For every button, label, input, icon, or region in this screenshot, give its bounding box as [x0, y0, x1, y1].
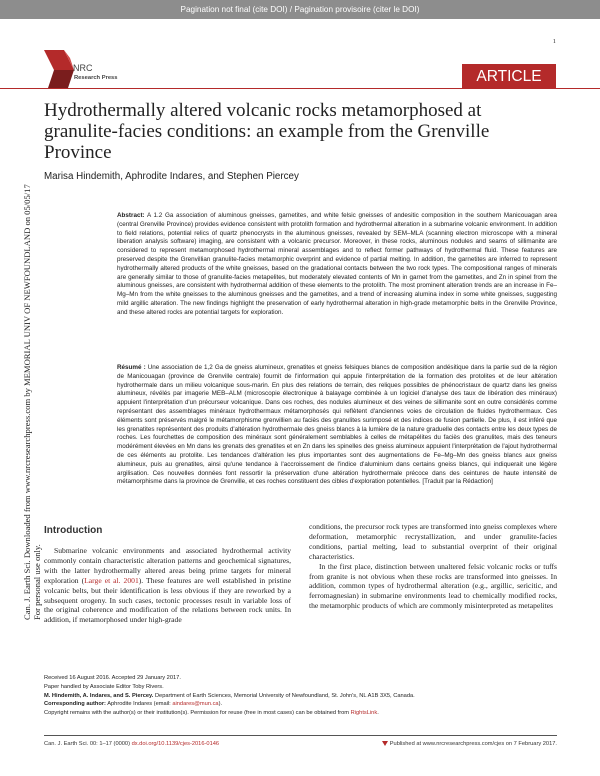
resume-label: Résumé :: [117, 364, 146, 371]
published-text: Published at www.nrcresearchpress.com/cjes on 7 February 2017.: [389, 741, 557, 747]
corresponding-end: ).: [218, 701, 223, 708]
resume-text: Une association de 1,2 Ga de gneiss alumineux, grenatites et gneiss felsiques blancs de composition andésitique dans la partie sud de la région de Manicouagan (province de Grenville centrale) fournit de l'information qui appuie l'interprétation de la formation des protolites et de leur altération hydrothermale dans un milieu volcanique sous-marin. En plus des relations de terrain, des reliques possibles de phénocristaux de quartz dans les gneiss alumineux, révélés par imagerie MEB–ALM (microscopie électronique à balayage combinée à un logiciel d'analyse des taux de libération des minéraux) appuient l'interprétation d'un précurseur volcanique. Dans ces roches, des nodules alumineux et des veines de sillimanite sont en outre considérés comme représentant des assemblages minéraux hydrothermaux métamorphosés qui reflètent d'anciennes voies de circulation de fluides hydrothermaux. Ces éléments sont préservés malgré le métamorphisme grenvillien au faciès des granulites surimposé et des indices de fusion partielle. De plus, il est inféré que les grenatites représentent des produits d'altération hydrothermale des gneiss blancs à la lumière de la nature graduelle des contacts entre les deux types de roches. Les fourchettes de composition des minéraux sont généralement semblables à celles de métapélites du faciès des granulites, mais des teneurs modérément élevées en Mn dans les grenats des grenatites et en Zn dans les spinelles des gneiss alumineux appuient l'interprétation de l'ajout hydrothermal de ces éléments au protolite. Les tendances d'altération les plus importantes sont des augmentations de Fe–Mg–Mn des gneiss blancs aux gneiss alumineux, puis au grenatites, ainsi qu'une tendance à l'accroissement de l'indice d'aluminium dans certains gneiss blancs, qui indiquerait une légère argilisation. Ces nouvelles données font ressortir la préservation d'une altération hydrothermale précoce dans des ceintures de haute intensité de métamorphisme dans la province de Grenville, et ces roches constituent des cibles d'exploration potentielles. [Traduit par la Rédaction]: [117, 364, 557, 486]
body-column-left: [44, 546, 291, 625]
pagination-banner: Pagination not final (cite DOI) / Pagination provisoire (citer le DOI): [0, 0, 600, 19]
abstract-label: Abstract:: [117, 212, 145, 219]
publisher-logo-research-press: Research Press: [74, 75, 118, 81]
abstract-text: A 1.2 Ga association of aluminous gneisses, garnetites, and white felsic gneisses of andesitic composition in the southern Manicouagan area (central Grenville Province) provides evidence consistent with protolith formation and hydrothermal alteration in a submarine volcanic environment. In addition to field relations, potential relics of quartz phenocrysts in the aluminous gneisses, revealed by SEM–MLA (scanning electron microscope with a mineral liberation analysis software) imaging, are consistent with a volcanic precursor. Moreover, in these rocks, aluminous nodules and seams of sillimanite are considered to represent metamorphosed hydrothermal mineral assemblages and to reflect former pathways of hydrothermal fluid. These features are preserved despite the Grenvillian granulite-facies metamorphic overprint and evidence of partial melting. In addition, the garnetites are inferred to represent hydrothermally altered products of the white gneisses, based on the gradational contacts between the two rock types. The compositional ranges of minerals are generally similar to those of granulite-facies metapelites, but moderately elevated contents of Mn in garnet from the garnetites, and Zn in spinel from the aluminous gneisses, are consistent with hydrothermal addition of these elements to the protolith. The most prominent alteration trends are an increase in Fe–Mg–Mn from the white gneisses to the aluminous gneisses and the garnetites, and a trend of increasing alumina index in some white gneisses, suggesting mild argillic alteration. The new findings highlight the preservation of early hydrothermal alteration in high-grade metamorphic belts in the Grenville Province, and these altered rocks are potential targets for exploration.: [117, 212, 557, 316]
editor-note: Paper handled by Associate Editor Toby Rivers.: [44, 683, 164, 690]
footer-rule: [44, 735, 557, 736]
email-link[interactable]: aindares@mun.ca: [172, 701, 219, 708]
paragraph-text: ). These features are well established in pristine volcanic belts, but their identification is less obvious if they are reworked by a subsequent orogeny. In such cases, tectonic processes result in variable loss of the original coherence and modification of the relations between rock units. In addition, if metamorphosed under high-grade: [44, 575, 291, 625]
corresponding-label: Corresponding author:: [44, 701, 106, 708]
side-note-line-2: For personal use only.: [32, 544, 42, 620]
affiliation-note: [44, 692, 557, 701]
paper-title: Hydrothermally altered volcanic rocks metamorphosed at granulite-facies conditions: an example from the Grenville Province: [44, 100, 490, 163]
page-number: 1: [552, 38, 556, 45]
footnotes: [44, 674, 557, 718]
affiliation-text: Department of Earth Sciences, Memorial University of Newfoundland, St. John's, NL A1B 3X5, Canada.: [153, 692, 415, 699]
triangle-icon: [382, 741, 388, 746]
header-rule: [0, 88, 600, 89]
article-label: ARTICLE: [462, 64, 556, 88]
copyright-note: [44, 709, 557, 718]
publisher-logo-nrc: NRC: [73, 63, 93, 73]
paragraph: conditions, the precursor rock types are transformed into gneiss complexes where deformation, metamorphic recrystallization, and under granulite-facies conditions, partial melting, lead to substantial overprint of their original characteristics.: [309, 522, 557, 561]
download-side-note: [4, 140, 40, 620]
citation-link[interactable]: Large et al. 2001: [84, 575, 139, 585]
copyright-text: Copyright remains with the author(s) or their institution(s). Permission for reuse (free in most cases) can be obtained from: [44, 710, 351, 717]
citation-text: Can. J. Earth Sci. 00: 1–17 (0000): [44, 741, 132, 747]
resume: [117, 364, 557, 487]
body-column-right: [309, 522, 557, 611]
received-note: Received 16 August 2016. Accepted 29 January 2017.: [44, 675, 181, 681]
author-list: Marisa Hindemith, Aphrodite Indares, and Stephen Piercey: [44, 171, 299, 182]
side-note-line-1: Can. J. Earth Sci. Downloaded from www.nrcresearchpress.com by MEMORIAL UNIV OF NEWFOUNDLAND on 05/05/17: [22, 184, 32, 620]
paragraph: [44, 546, 291, 625]
corresponding-text: Aphrodite Indares (email:: [105, 701, 173, 708]
doi-link[interactable]: dx.doi.org/10.1139/cjes-2016-0146: [131, 741, 220, 747]
introduction-heading: Introduction: [44, 525, 103, 536]
copyright-end: .: [377, 710, 379, 717]
footer-citation: [44, 741, 219, 747]
paragraph: In the first place, distinction between unaltered felsic volcanic rocks or tuffs from granite is not obvious when these rocks are transformed into gneisses. In addition, common types of hydrothermal alteration (e.g., argillic, sericitic, and ferromagnesian) in submarine environments lead to chemically modified rocks, the metamorphic products of which are commonly misinterpreted as metapelites: [309, 561, 557, 611]
corresponding-note: [44, 700, 557, 709]
paragraph-text: Submarine volcanic environments and associated hydrothermal activity commonly contain characteristic alteration patterns and geochemical signatures, with the latter hydrothermally altered areas being prime targets for mineral exploration (: [44, 546, 291, 585]
footer-published: [382, 741, 557, 747]
abstract: [117, 212, 557, 318]
affiliation-names: M. Hindemith, A. Indares, and S. Piercey.: [44, 692, 154, 699]
rightslink-link[interactable]: RightsLink: [350, 710, 378, 717]
